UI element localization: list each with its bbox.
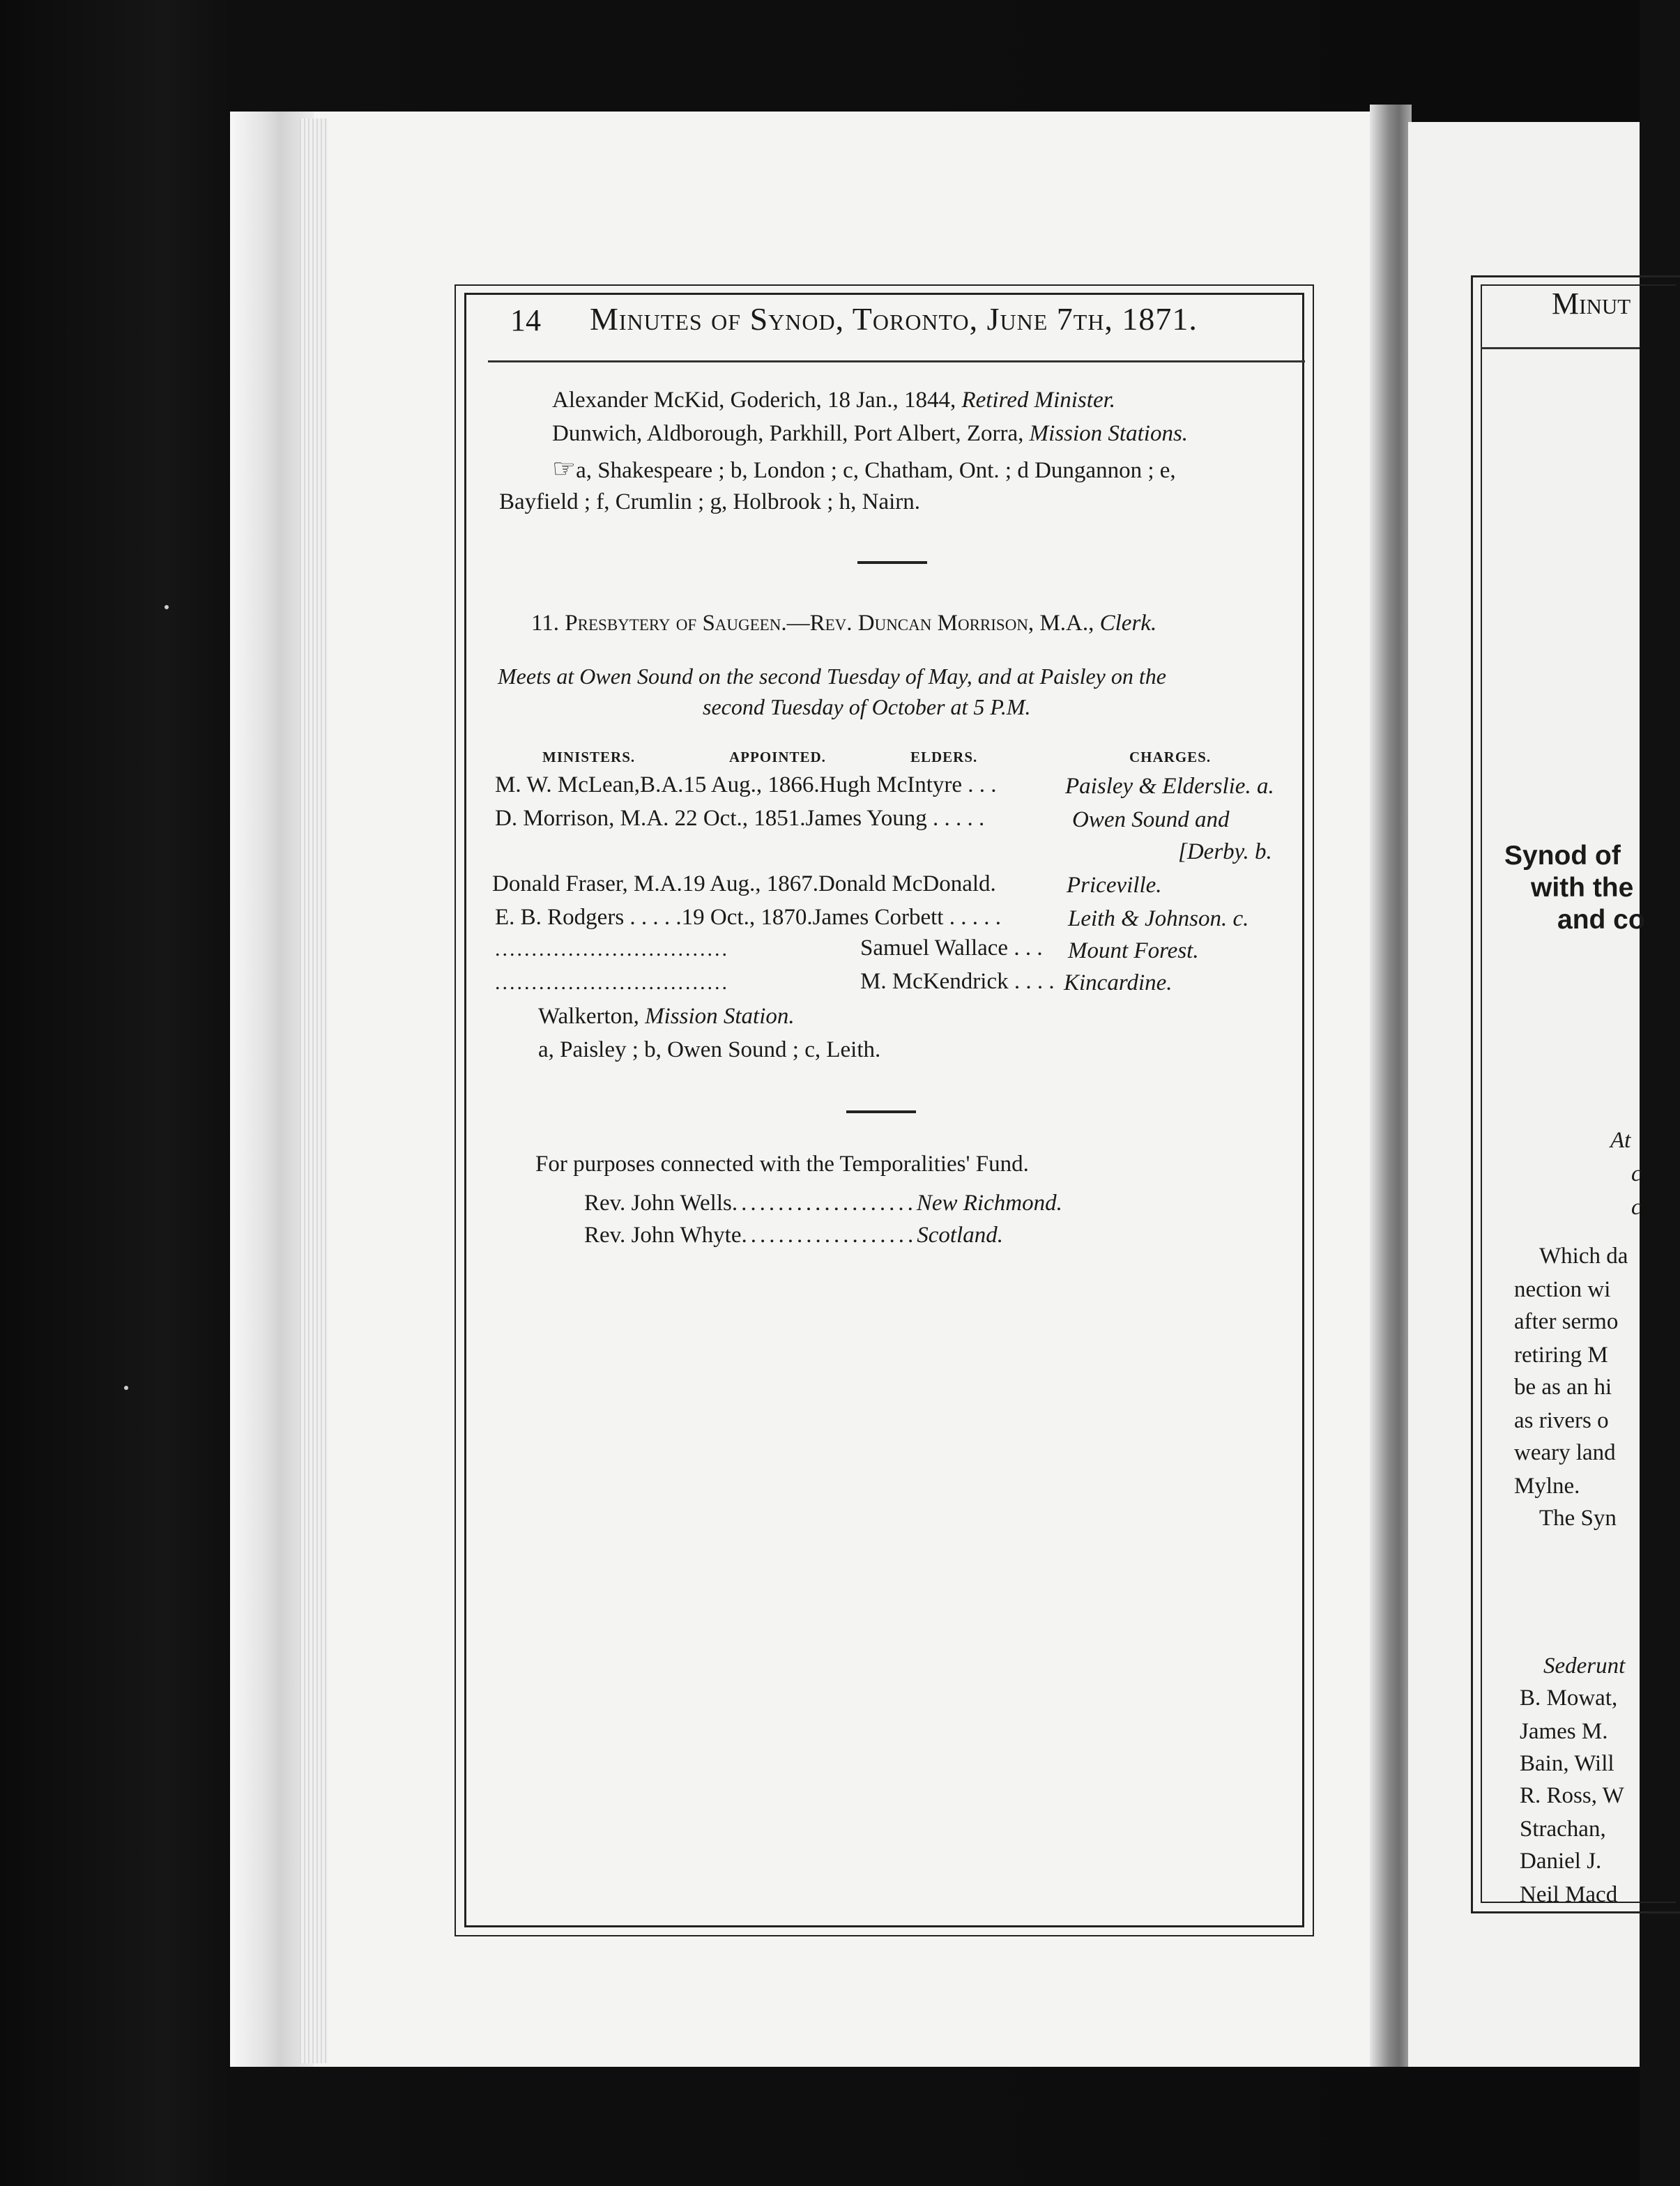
minister-cell: Donald Fraser, M.A. bbox=[492, 871, 682, 896]
right-sederunt-label: Sederunt bbox=[1543, 1653, 1626, 1679]
right-name-line: Bain, Will bbox=[1520, 1751, 1614, 1776]
elder-cell: Hugh McIntyre . . . bbox=[819, 772, 997, 797]
column-header-appointed: APPOINTED. bbox=[729, 749, 826, 765]
intro-line-1 bbox=[552, 386, 1115, 414]
entry-leader: .................... bbox=[731, 1191, 917, 1216]
charge-cell: Priceville. bbox=[1067, 873, 1162, 898]
entry-place: New Richmond. bbox=[916, 1191, 1062, 1216]
meets-line-2: second Tuesday of October at 5 P.M. bbox=[703, 694, 1031, 719]
table-row bbox=[495, 771, 997, 799]
minister-cell: M. W. McLean,B.A. bbox=[495, 772, 684, 797]
elder-cell: Samuel Wallace . . . bbox=[860, 935, 1043, 961]
intro-line-2-text: Dunwich, Aldborough, Parkhill, Port Albert, Zorra, bbox=[552, 421, 1030, 446]
temporalities-entry bbox=[584, 1189, 1062, 1217]
intro-line-2 bbox=[552, 420, 1188, 448]
right-page-header: Minut bbox=[1552, 286, 1631, 321]
presbytery-number: 11. bbox=[531, 611, 565, 636]
minister-cell-blank: ................................ bbox=[495, 971, 729, 994]
right-bold-line: and co bbox=[1557, 905, 1645, 935]
intro-line-3-text: a, Shakespeare ; b, London ; c, Chatham, Ont. ; d Dungannon ; e, bbox=[576, 458, 1176, 483]
table-row bbox=[495, 804, 984, 832]
right-letter-line: c bbox=[1631, 1195, 1642, 1220]
right-name-line: James M. bbox=[1520, 1719, 1608, 1744]
minister-cell-blank: ................................ bbox=[495, 938, 729, 961]
presbytery-title: Presbytery of Saugeen.—Rev. Duncan Morrison, bbox=[565, 611, 1034, 636]
right-name-line: Neil Macd bbox=[1520, 1882, 1618, 1907]
right-name-line: Strachan, bbox=[1520, 1817, 1606, 1842]
appointed-cell: 19 Aug., 1867. bbox=[682, 871, 818, 896]
right-name-line: B. Mowat, bbox=[1520, 1686, 1618, 1711]
right-body-line: retiring M bbox=[1514, 1343, 1608, 1368]
column-header-charges: CHARGES. bbox=[1129, 749, 1212, 765]
page-edge-lines bbox=[300, 119, 328, 2063]
page-number: 14 bbox=[510, 303, 541, 337]
right-name-line: Daniel J. bbox=[1520, 1849, 1602, 1874]
meets-line-1: Meets at Owen Sound on the second Tuesday of May, and at Paisley on the bbox=[498, 664, 1166, 689]
entry-leader: ................... bbox=[741, 1223, 917, 1248]
right-bold-line: with the bbox=[1531, 873, 1634, 903]
right-header-rule bbox=[1481, 347, 1640, 349]
column-header-elders: ELDERS. bbox=[910, 749, 978, 765]
charge-footnote: a, Paisley ; b, Owen Sound ; c, Leith. bbox=[538, 1037, 881, 1062]
entry-name: Rev. John Whyte bbox=[584, 1223, 742, 1248]
running-header: Minutes of Synod, Toronto, June 7th, 1871. bbox=[590, 301, 1198, 337]
section-divider bbox=[857, 561, 927, 564]
right-letter-line: c bbox=[1631, 1161, 1642, 1186]
right-body-line: be as an hi bbox=[1514, 1375, 1612, 1400]
charge-continuation-cell: [Derby. b. bbox=[1178, 839, 1272, 864]
header-rule bbox=[488, 360, 1305, 362]
column-header-ministers: MINISTERS. bbox=[542, 749, 636, 765]
right-body-line: Which da bbox=[1539, 1244, 1628, 1269]
charge-cell: Leith & Johnson. c. bbox=[1068, 906, 1249, 931]
right-body-line: weary land bbox=[1514, 1440, 1616, 1465]
right-at-line: At bbox=[1610, 1128, 1631, 1153]
book-gutter bbox=[1370, 105, 1412, 2067]
right-body-line: Mylne. bbox=[1514, 1474, 1580, 1499]
charge-cell: Kincardine. bbox=[1064, 970, 1173, 995]
intro-line-3 bbox=[552, 454, 1176, 484]
presbytery-role: Clerk. bbox=[1099, 611, 1157, 636]
table-row bbox=[495, 903, 1001, 931]
mission-station-line bbox=[538, 1002, 795, 1030]
elder-cell: James Corbett . . . . . bbox=[812, 905, 1001, 930]
presbytery-title-tail: M.A., bbox=[1034, 611, 1100, 636]
right-body-line: after sermo bbox=[1514, 1309, 1619, 1334]
presbytery-heading bbox=[531, 609, 1156, 637]
right-body-line: as rivers o bbox=[1514, 1408, 1609, 1433]
intro-line-1-text: Alexander McKid, Goderich, 18 Jan., 1844, bbox=[552, 388, 962, 413]
mission-station-place: Walkerton, bbox=[538, 1004, 646, 1029]
dust-speck bbox=[165, 605, 169, 609]
charge-cell: Owen Sound and bbox=[1072, 807, 1230, 832]
right-body-line: nection wi bbox=[1514, 1277, 1611, 1302]
minister-cell: D. Morrison, M.A. bbox=[495, 806, 669, 831]
temporalities-heading: For purposes connected with the Temporalities' Fund. bbox=[535, 1152, 1029, 1177]
charge-cell: Mount Forest. bbox=[1068, 938, 1199, 963]
intro-line-4: Bayfield ; f, Crumlin ; g, Holbrook ; h, Nairn. bbox=[499, 489, 921, 514]
dust-speck bbox=[124, 1386, 128, 1390]
entry-name: Rev. John Wells bbox=[584, 1191, 732, 1216]
charge-cell: Paisley & Elderslie. a. bbox=[1065, 774, 1274, 799]
right-bold-line: Synod of bbox=[1504, 841, 1621, 871]
appointed-cell: 22 Oct., 1851. bbox=[674, 806, 806, 831]
minister-cell: E. B. Rodgers . . . . . bbox=[495, 905, 682, 930]
appointed-cell: 15 Aug., 1866. bbox=[683, 772, 820, 797]
section-divider bbox=[846, 1110, 916, 1113]
intro-line-1-italic: Retired Minister. bbox=[961, 388, 1116, 413]
entry-place: Scotland. bbox=[917, 1223, 1003, 1248]
appointed-cell: 19 Oct., 1870. bbox=[681, 905, 813, 930]
table-row bbox=[492, 870, 996, 898]
elder-cell: Donald McDonald. bbox=[818, 871, 996, 896]
elder-cell: M. McKendrick . . . . bbox=[860, 969, 1055, 994]
mission-station-label: Mission Station. bbox=[645, 1004, 795, 1029]
right-name-line: R. Ross, W bbox=[1520, 1783, 1624, 1808]
elder-cell: James Young . . . . . bbox=[805, 806, 985, 831]
right-body-line: The Syn bbox=[1539, 1506, 1617, 1531]
temporalities-entry bbox=[584, 1221, 1003, 1249]
pointing-hand-icon: ☞ bbox=[552, 453, 576, 484]
intro-line-2-italic: Mission Stations. bbox=[1029, 421, 1189, 446]
